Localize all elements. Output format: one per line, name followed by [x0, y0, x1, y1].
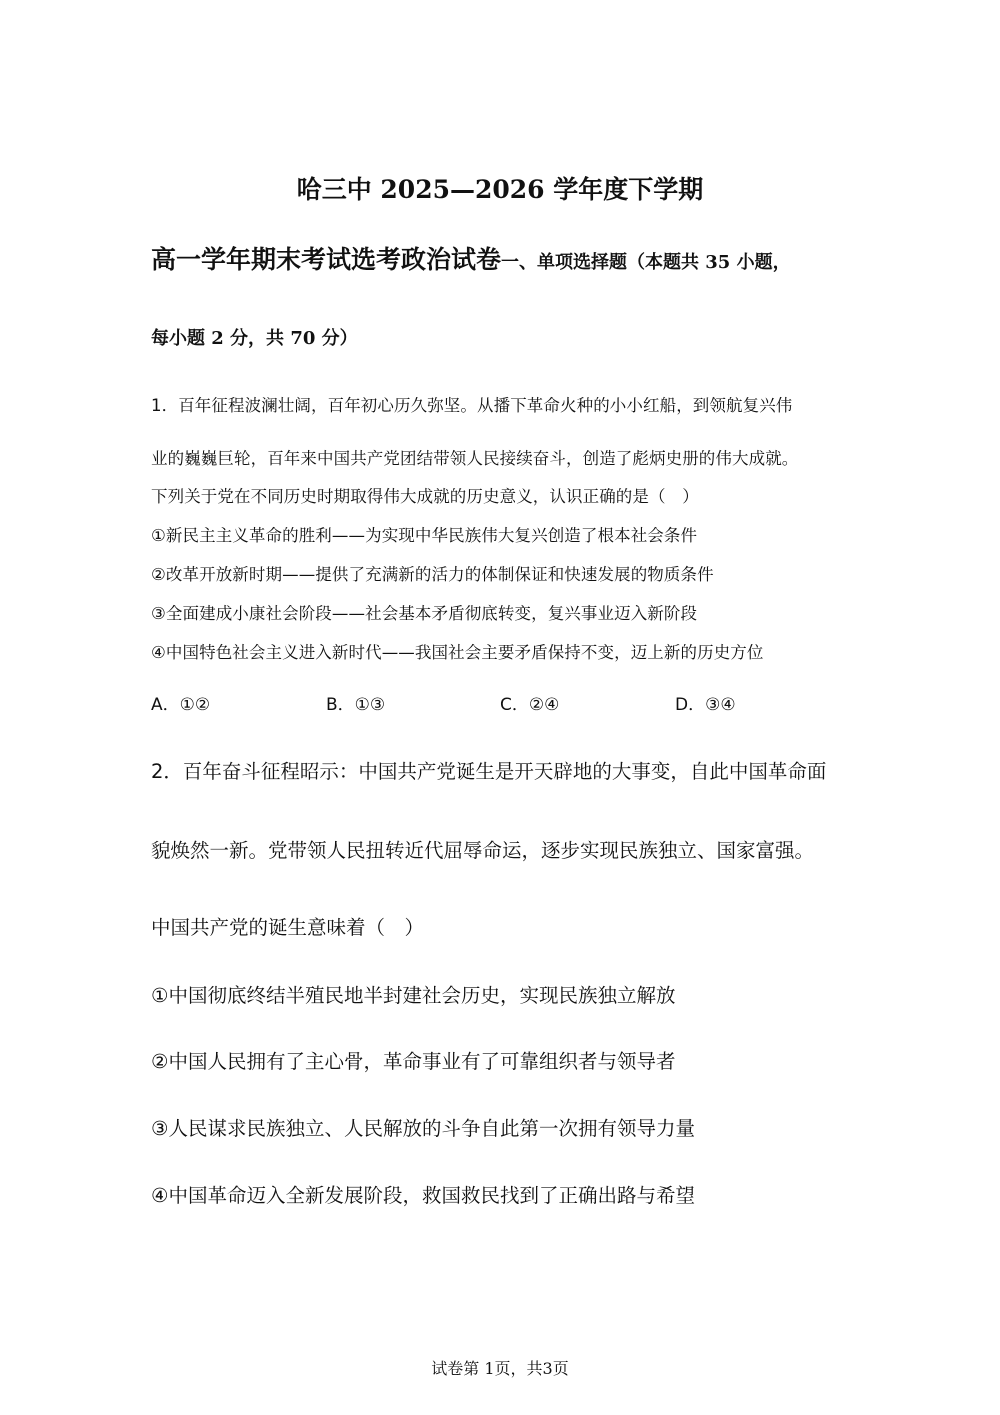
- q1-statement: ④中国特色社会主义进入新时代——我国社会主要矛盾保持不变，迈上新的历史方位: [151, 643, 764, 662]
- q2-statement: ①中国彻底终结半殖民地半封建社会历史，实现民族独立解放: [151, 984, 676, 1007]
- q1-statement: ③全面建成小康社会阶段——社会基本矛盾彻底转变，复兴事业迈入新阶段: [151, 604, 698, 623]
- section-heading: 一、单项选择题（本题共 35 小题，: [501, 252, 791, 273]
- q2-stem-line: 中国共产党的诞生意味着（ ）: [151, 916, 425, 939]
- q1-statement: ①新民主主义革命的胜利——为实现中华民族伟大复兴创造了根本社会条件: [151, 526, 698, 545]
- q1-option-d: D．③④: [675, 695, 736, 715]
- q1-statement: ②改革开放新时期——提供了充满新的活力的体制保证和快速发展的物质条件: [151, 565, 714, 584]
- heading-row: [151, 240, 791, 276]
- q1-option-a: A．①②: [151, 695, 211, 715]
- section-heading-continued: 每小题 2 分，共 70 分）: [151, 328, 358, 349]
- q2-statement: ③人民谋求民族独立、人民解放的斗争自此第一次拥有领导力量: [151, 1117, 695, 1140]
- q2-stem-line: 貌焕然一新。党带领人民扭转近代屈辱命运，逐步实现民族独立、国家富强。: [151, 839, 815, 862]
- q1-option-c: C．②④: [500, 695, 560, 715]
- q2-statement: ④中国革命迈入全新发展阶段，救国救民找到了正确出路与希望: [151, 1184, 695, 1207]
- q2-stem-line: 2．百年奋斗征程昭示：中国共产党诞生是开天辟地的大事变，自此中国革命面: [151, 760, 827, 783]
- page-number-footer: 试卷第 1页，共3页: [431, 1359, 569, 1378]
- q1-stem-line: 下列关于党在不同历史时期取得伟大成就的历史意义，认识正确的是（ ）: [151, 487, 699, 506]
- q1-stem-line: 业的巍巍巨轮，百年来中国共产党团结带领人民接续奋斗，创造了彪炳史册的伟大成就。: [151, 449, 799, 468]
- q1-option-b: B．①③: [326, 695, 386, 715]
- exam-title: 哈三中 2025—2026 学年度下学期: [296, 175, 704, 204]
- q2-statement: ②中国人民拥有了主心骨，革命事业有了可靠组织者与领导者: [151, 1050, 676, 1073]
- q1-stem-line: 1．百年征程波澜壮阔，百年初心历久弥坚。从播下革命火种的小小红船，到领航复兴伟: [151, 396, 793, 415]
- exam-subtitle: 高一学年期末考试选考政治试卷: [151, 245, 502, 274]
